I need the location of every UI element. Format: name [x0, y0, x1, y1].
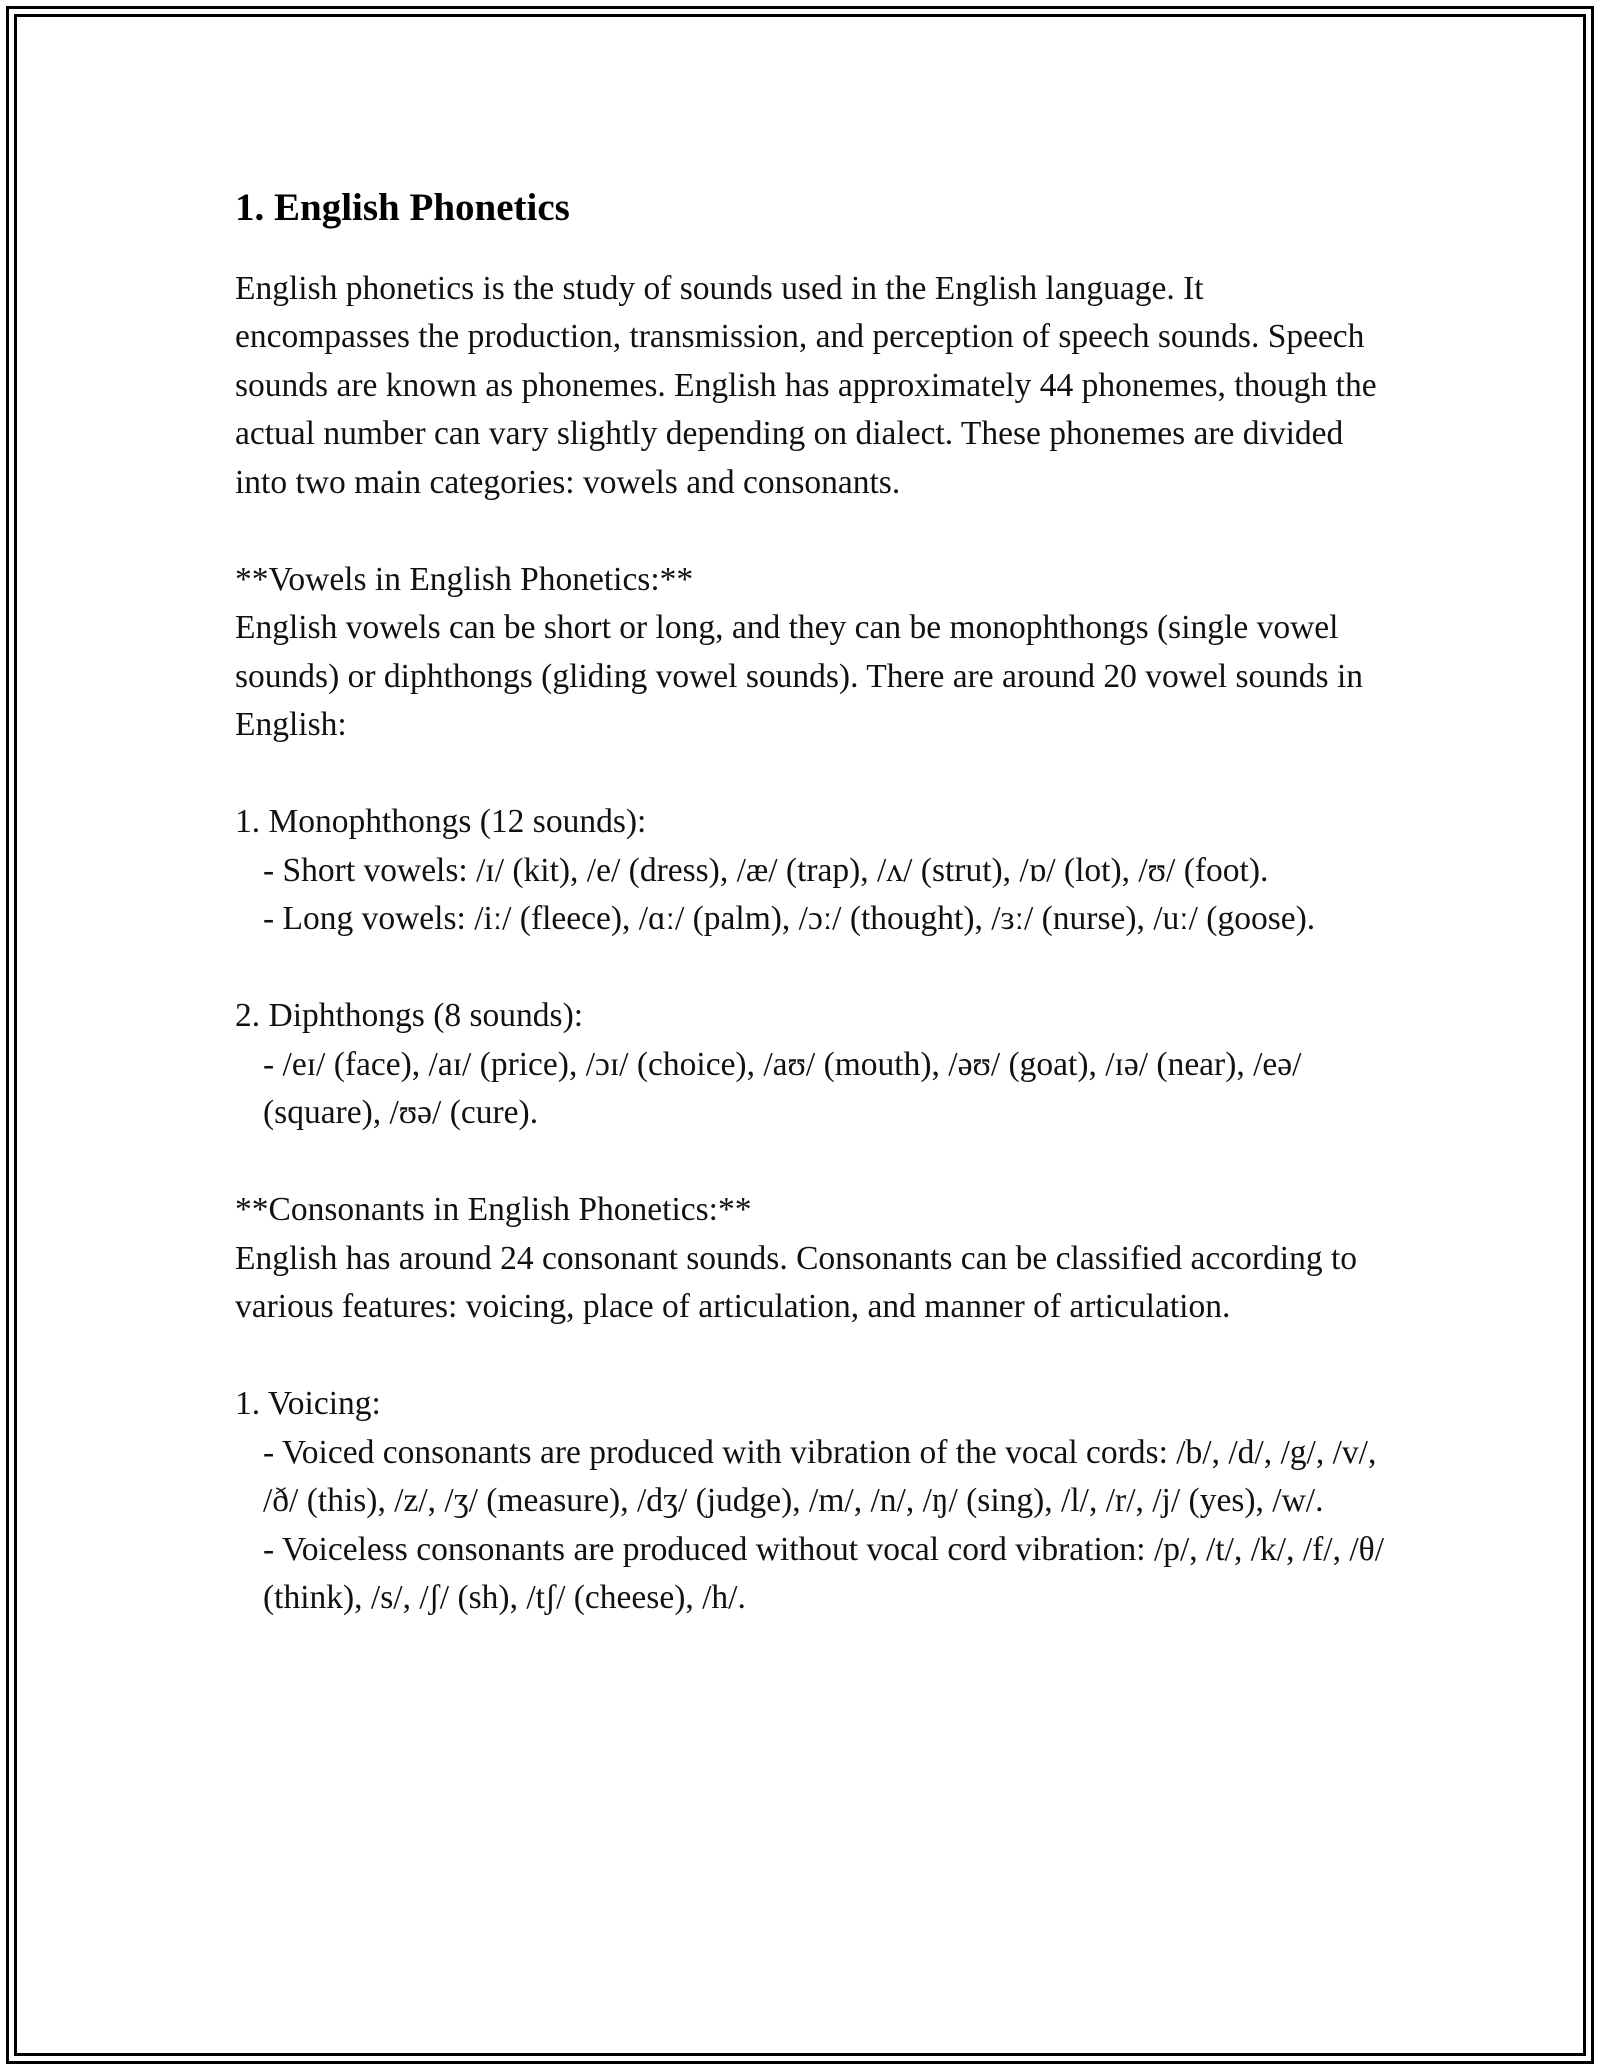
voiceless-consonants-line: - Voiceless consonants are produced without vocal cord vibration: /p/, /t/, /k/, /f/, /θ/ (think), /s/, /ʃ/ (sh), /tʃ/ (cheese), /h/. [263, 1530, 1393, 1617]
vowels-heading: **Vowels in English Phonetics:** [235, 560, 694, 598]
long-vowels-line: - Long vowels: /iː/ (fleece), /ɑː/ (palm), /ɔː/ (thought), /ɜː/ (nurse), /uː/ (goose). [263, 900, 1316, 938]
spacer [235, 507, 1385, 556]
spacer [235, 1138, 1385, 1187]
voicing-title: 1. Voicing: [235, 1385, 381, 1423]
vowels-description: English vowels can be short or long, and they can be monophthongs (single vowel sounds) or diphthongs (gliding vowel sounds). There are around 20 vowel sounds in English: [235, 609, 1372, 744]
section-heading: 1. English Phonetics [235, 186, 570, 229]
diphthongs-list: - /eɪ/ (face), /aɪ/ (price), /ɔɪ/ (choice), /aʊ/ (mouth), /əʊ/ (goat), /ɪə/ (near), /eə/ (square), /ʊə/ (cure). [263, 1045, 1310, 1132]
short-vowels-line: - Short vowels: /ɪ/ (kit), /e/ (dress), /æ/ (trap), /ʌ/ (strut), /ɒ/ (lot), /ʊ/ (foot). [263, 851, 1269, 889]
intro-paragraph: English phonetics is the study of sounds used in the English language. It encompasses the production, transmission, and perception of speech sounds. Speech sounds are known as phonemes. English has approximately 44 phonemes, though the actual number can vary slightly depending on dialect. These phonemes are divided into two main categories: vowels and consonants. [235, 269, 1385, 501]
voiced-consonants-line: - Voiced consonants are produced with vibration of the vocal cords: /b/, /d/, /g/, /v/, /ð/ (this), /z/, /ʒ/ (measure), /dʒ/ (judge), /m/, /n/, /ŋ/ (sing), /l/, /r/, /j/ (yes), /w/. [263, 1433, 1385, 1520]
consonants-description: English has around 24 consonant sounds. Consonants can be classified according to various features: voicing, place of articulation, and manner of articulation. [235, 1239, 1366, 1326]
spacer [235, 1332, 1385, 1381]
document-body [235, 182, 1393, 1623]
spacer [235, 750, 1385, 799]
spacer [235, 944, 1385, 993]
consonants-heading: **Consonants in English Phonetics:** [235, 1191, 752, 1229]
diphthongs-title: 2. Diphthongs (8 sounds): [235, 997, 584, 1035]
monophthongs-title: 1. Monophthongs (12 sounds): [235, 803, 647, 841]
